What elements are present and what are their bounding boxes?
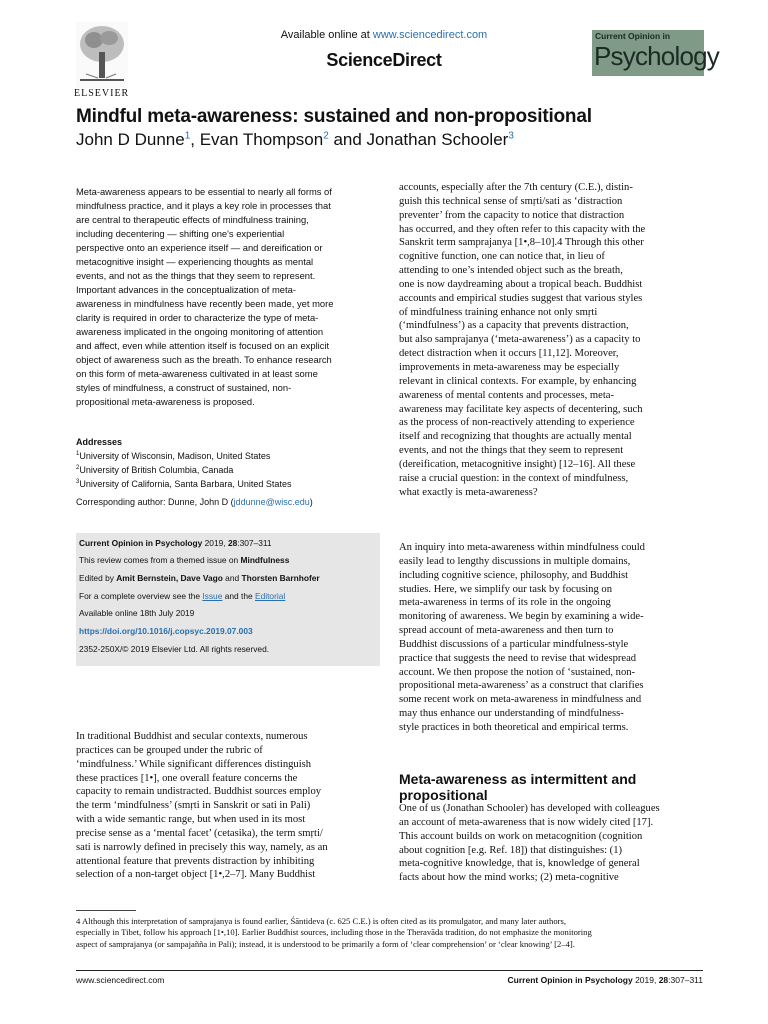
abstract-line: and affect, even while attention itself is focused on an explicit (76, 340, 330, 351)
body-line: an account of meta-awareness that is now widely cited [17]. (399, 816, 654, 828)
body-line: these practices [1•], one overall feature concerns the (76, 772, 298, 784)
body-line: account. We then propose the notion of ‘sustained, non- (399, 666, 636, 678)
body-line: attentional feature that prevents distraction by inhibiting (76, 855, 315, 867)
body-line: preventer’ from the capacity to notice that distraction (399, 209, 625, 221)
body-paragraph-right-2 (399, 541, 703, 735)
section-heading (399, 771, 703, 803)
abstract-line: propositional meta-awareness is proposed. (76, 396, 255, 407)
article-info-box (76, 533, 380, 666)
article-title: Mindful meta-awareness: sustained and non-propositional (76, 106, 592, 127)
footer-divider (76, 970, 703, 971)
body-line: relevant in clinical contexts. For example, by enhancing (399, 375, 637, 387)
body-line: raise a crucial question: in the context of mindfulness, (399, 472, 629, 484)
body-line: awareness of mental contents and processes, meta- (399, 389, 615, 401)
body-line: facts about how the mind works; (2) meta-cognitive (399, 872, 619, 884)
editorial-link[interactable]: Editorial (255, 591, 286, 601)
body-line: may thus enhance our understanding of mindfulness- (399, 708, 624, 720)
author-3-affiliation[interactable]: 3 (508, 130, 514, 142)
footnote-line: 4 Although this interpretation of samprajanya is found earlier, Śāntideva (c. 625 C.E.) is often cited as its promulgator, and many later authors, (76, 916, 566, 926)
body-line: about cognition [e.g. Ref. 18]) that distinguishes: (1) (399, 844, 623, 856)
section-heading-line: propositional (399, 787, 488, 803)
footnote (76, 916, 703, 950)
abstract-line: mindfulness practice, and it plays a key role in processes that (76, 200, 331, 211)
abstract-line: are central to therapeutic effects of mindfulness training, (76, 214, 309, 225)
body-line: studies. Here, we simplify our task by focusing on (399, 583, 613, 595)
corresponding-author (76, 497, 380, 507)
themed-issue-line: This review comes from a themed issue on Mindfulness (79, 555, 290, 565)
body-line: ‘mindfulness.’ While significant differences distinguish (76, 758, 312, 770)
addresses-list (76, 448, 380, 490)
abstract-line: events, and not as the things that they seem to represent. (76, 270, 316, 281)
available-prefix: Available online at (280, 29, 373, 41)
body-line: style practices in both theoretical and empirical terms. (399, 721, 629, 733)
journal-cover-badge (592, 30, 719, 76)
footnote-divider (76, 910, 136, 911)
author-1: John D Dunne (76, 130, 185, 149)
body-line: In traditional Buddhist and secular contexts, numerous (76, 731, 308, 742)
body-line: capacity to remain undistracted. Buddhist sources employ (76, 786, 322, 798)
citation-line: Current Opinion in Psychology 2019, 28:307–311 (79, 538, 272, 548)
available-date: Available online 18th July 2019 (79, 608, 195, 618)
body-paragraph-right-1 (399, 181, 703, 499)
body-line: detect distraction when it occurs [11,12]. Moreover, (399, 348, 619, 360)
body-line: of mindfulness training enhance not only smṛti (399, 306, 598, 318)
author-1-affiliation[interactable]: 1 (184, 130, 191, 142)
abstract (76, 185, 380, 409)
sciencedirect-brand: ScienceDirect (326, 50, 442, 70)
body-line: meta-cognitive knowledge, that is, knowledge of general (399, 858, 640, 870)
body-line: one is now daydreaming about a tropical beach. Buddhist (399, 278, 643, 290)
body-line: events, and not the things that they seem to represent (399, 445, 624, 457)
body-line: including cognitive science, philosophy, and Buddhist (399, 569, 629, 581)
author-list (76, 130, 514, 150)
author-2-affiliation[interactable]: 2 (323, 130, 329, 142)
footnote-line: especially in Tibet, follow his approach [1•,10]. Earlier Buddhist sources, including those in the Theravāda tradition, do not emphasize the monitoring (76, 927, 592, 938)
footnote-line: aspect of samprajanya (or sampajañña in Pali); instead, it is understood to be primarily a form of ‘clear comprehension’ or ‘clear knowing’ [2–4]. (76, 938, 575, 949)
body-line: Sanskrit term samprajanya [1•,8–10].4 Through this other (399, 237, 644, 249)
corresponding-email-link[interactable]: jddunne@wisc.edu (233, 497, 310, 507)
body-line: accounts and empirical studies suggest that various styles (399, 292, 643, 304)
abstract-line: awareness implicated in the ongoing monitoring of attention (76, 326, 324, 337)
body-line: spread account of meta-awareness and then turn to (399, 625, 614, 637)
abstract-line: on this form of meta-awareness cultivated in at least some (76, 368, 318, 379)
body-line: sati is narrowly defined in precisely this way, namely, as an (76, 841, 328, 853)
body-line: with a wide semantic range, but when used in its most (76, 814, 306, 826)
body-line: precise sense as a ‘mental facet’ (cetasika), the term smṛti/ (76, 827, 323, 839)
body-line: the term ‘mindfulness’ (smṛti in Sanskrit or sati in Pali) (76, 800, 311, 812)
body-paragraph-right-3 (399, 802, 703, 885)
address-item: $^3$University of California, Santa Barbara, United States (76, 479, 292, 489)
body-line: practice that suggests the need to revise that widespread (399, 652, 637, 664)
body-line: Buddhist discussions of a particular mindfulness-style (399, 638, 629, 650)
body-line: meta-awareness in terms of its role in the ongoing (399, 597, 611, 609)
overview-line: For a complete overview see the Issue and the Editorial (79, 591, 286, 601)
body-line: accounts, especially after the 7th century (C.E.), distin- (399, 182, 633, 193)
copyright-line: 2352-250X/© 2019 Elsevier Ltd. All rights reserved. (79, 644, 270, 654)
address-item: $^1$University of Wisconsin, Madison, United States (76, 451, 271, 461)
abstract-line: object of awareness such as the breath. To enhance research (76, 354, 332, 365)
body-line: attending to one’s intended object such as the breath, (399, 265, 623, 277)
editors-line: Edited by Amit Bernstein, Dave Vago and Thorsten Barnhofer (79, 573, 320, 583)
body-line: This account builds on work on metacognition (cognition (399, 830, 643, 842)
body-line: practices can be grouped under the rubric of (76, 744, 263, 756)
addresses-heading: Addresses (76, 437, 123, 447)
body-paragraph-left (76, 730, 380, 882)
issue-link[interactable]: Issue (202, 591, 223, 601)
body-line: easily lead to lengthy discussions in multiple domains, (399, 555, 631, 567)
body-line: some recent work on meta-awareness in mindfulness and (399, 694, 642, 706)
body-line: selection of a non-target object [1•,2–7]. Many Buddhist (76, 869, 316, 881)
publisher-name: ELSEVIER (74, 88, 130, 99)
body-line: propositional meta-awareness’ as a construct that clarifies (399, 680, 644, 692)
abstract-line: clarity is required in order to characterize the type of meta- (76, 312, 319, 323)
address-item: $^2$University of British Columbia, Canada (76, 465, 234, 475)
body-line: what exactly is meta-awareness? (399, 486, 538, 498)
body-line: (‘mindfulness’) as a capacity that prevents distraction, (399, 320, 629, 332)
sciencedirect-link[interactable]: www.sciencedirect.com (372, 29, 488, 41)
corresponding-suffix: ) (309, 497, 313, 507)
footer-citation: Current Opinion in Psychology 2019, 28:307–311 (507, 975, 703, 985)
body-line: An inquiry into meta-awareness within mindfulness could (399, 542, 645, 553)
journal-badge-line1: Current Opinion in (595, 31, 671, 41)
body-line: itself and recognizing that thoughts are actually mental (399, 431, 632, 443)
abstract-line: Important advances in the conceptualization of meta- (76, 284, 296, 295)
body-line: cognitive function, one can notice that, in lieu of (399, 251, 605, 263)
body-line: improvements in meta-awareness may be especially (399, 361, 620, 373)
author-2: , Evan Thompson (190, 130, 324, 149)
body-line: but also samprajanya (‘meta-awareness’) as a capacity to (399, 334, 641, 346)
body-line: guish this technical sense of smṛti/sati as ‘distraction (399, 195, 623, 207)
journal-badge-line2: Psychology (594, 41, 719, 71)
abstract-line: awareness in mindfulness have recently been made, yet more (76, 298, 334, 309)
abstract-line: styles of mindfulness, a construct of sustained, non- (76, 382, 292, 393)
abstract-line: including decentering — shifting one's experiential (76, 228, 285, 239)
abstract-line: metacognitive insight — experiencing thoughts as mental (76, 256, 314, 267)
body-line: One of us (Jonathan Schooler) has developed with colleagues (399, 803, 660, 814)
corresponding-prefix: Corresponding author: Dunne, John D ( (76, 497, 234, 507)
author-3: and Jonathan Schooler (328, 130, 509, 149)
body-line: has occurred, and they often refer to this capacity with the (399, 223, 646, 235)
body-line: (dereification, metacognitive insight) [12–16]. All these (399, 458, 636, 470)
body-line: as the process of non-reactively attending to experience (399, 417, 635, 429)
section-heading-line: Meta-awareness as intermittent and (399, 771, 637, 787)
doi-link[interactable]: https://doi.org/10.1016/j.copsyc.2019.07.003 (79, 626, 253, 636)
abstract-line: Meta-awareness appears to be essential to nearly all forms of (76, 186, 332, 197)
footer-url[interactable]: www.sciencedirect.com (76, 975, 165, 985)
abstract-line: perspective onto an experience itself — and dereification or (76, 242, 323, 253)
body-line: monitoring of awareness. We begin by examining a wide- (399, 611, 644, 623)
body-line: awareness may facilitate key aspects of decentering, such (399, 403, 643, 415)
